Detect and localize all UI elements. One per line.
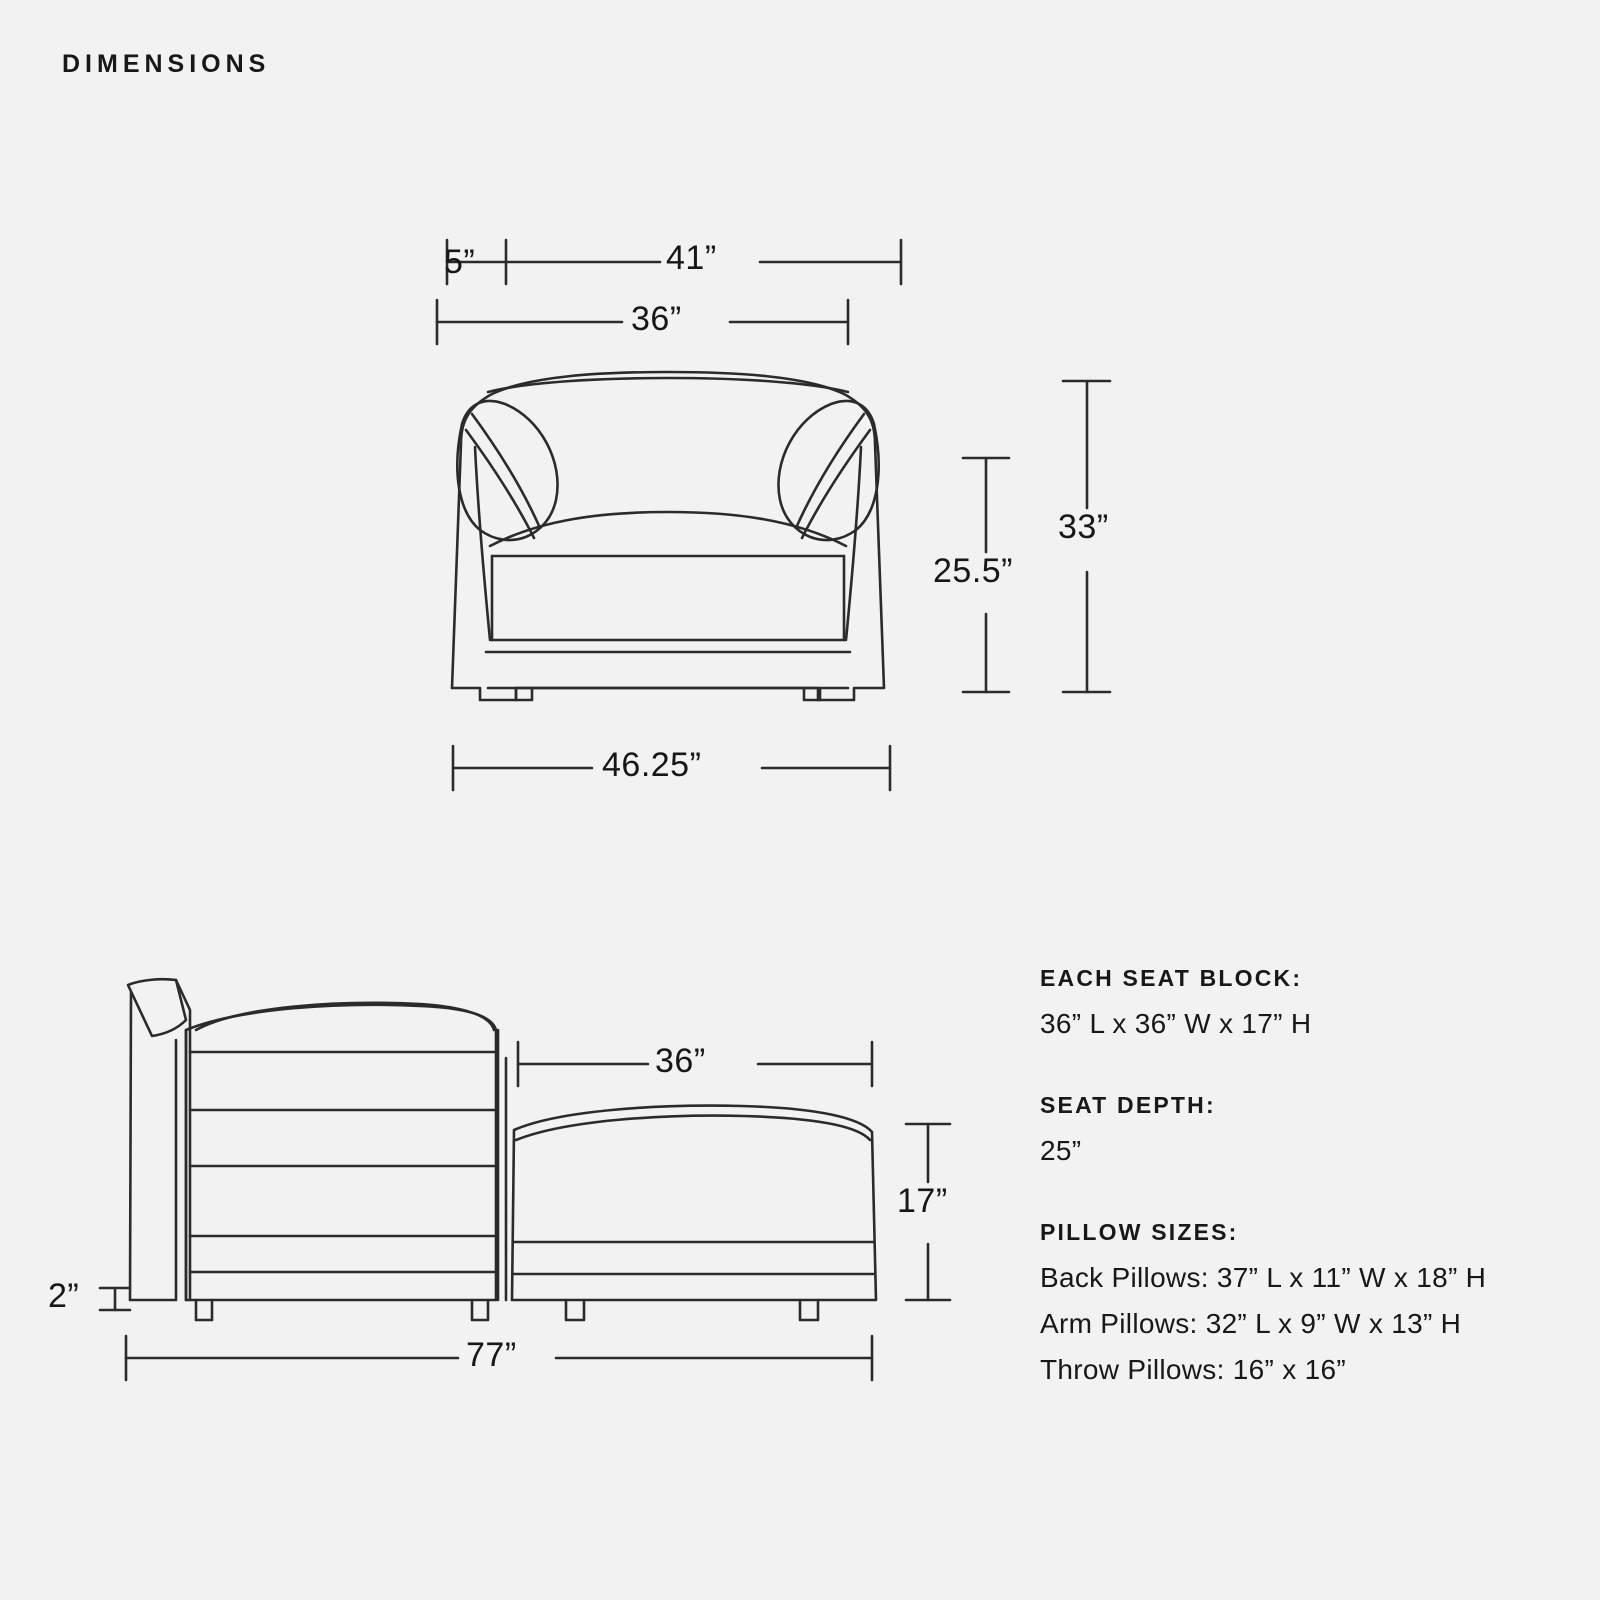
- dim-label-overall-length: 77”: [466, 1336, 517, 1374]
- dim-label-ottoman-length: 36”: [655, 1042, 706, 1080]
- spec-line-throw-pillows: Throw Pillows: 16” x 16”: [1040, 1354, 1346, 1385]
- spec-line-arm-pillows: Arm Pillows: 32” L x 9” W x 13” H: [1040, 1308, 1462, 1339]
- spec-block-seat-block: [1040, 965, 1560, 1040]
- dim-label-overall-width-top: 41”: [666, 239, 717, 277]
- dim-label-seat-back-height: 25.5”: [933, 552, 1013, 590]
- dim-label-seat-height: 17”: [897, 1182, 948, 1220]
- dim-label-overall-height: 33”: [1058, 508, 1109, 546]
- specs-panel: [1040, 965, 1560, 1386]
- spec-line-seat-block-dims: 36” L x 36” W x 17” H: [1040, 1008, 1312, 1039]
- side-view-chair: [128, 979, 876, 1320]
- spec-line-back-pillows: Back Pillows: 37” L x 11” W x 18” H: [1040, 1262, 1487, 1293]
- spec-heading-seat-block: EACH SEAT BLOCK:: [1040, 965, 1303, 991]
- front-dimension-lines: [437, 240, 1110, 790]
- page-title: DIMENSIONS: [62, 50, 271, 78]
- spec-block-seat-depth: [1040, 1092, 1560, 1167]
- dim-label-arm-width: 5”: [444, 243, 476, 281]
- front-view-chair: [452, 372, 884, 700]
- spec-line-seat-depth-value: 25”: [1040, 1135, 1082, 1166]
- spec-heading-pillow-sizes: PILLOW SIZES:: [1040, 1219, 1239, 1245]
- spec-block-pillow-sizes: [1040, 1219, 1560, 1386]
- dim-label-seat-width: 36”: [631, 300, 682, 338]
- side-dimension-lines: [100, 1042, 950, 1380]
- dim-label-leg-height: 2”: [48, 1277, 80, 1315]
- spec-heading-seat-depth: SEAT DEPTH:: [1040, 1092, 1216, 1118]
- dim-label-overall-depth-front: 46.25”: [602, 746, 702, 784]
